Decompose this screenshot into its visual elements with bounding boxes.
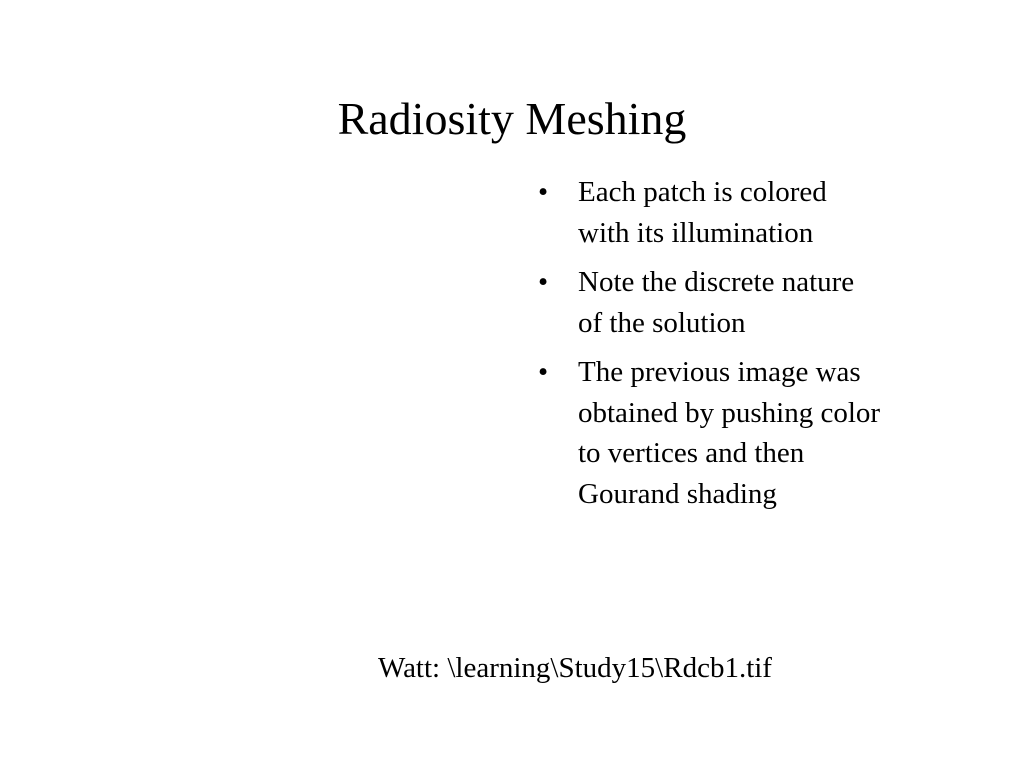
bullet-list — [538, 172, 958, 523]
bullet-line: Note the discrete nature — [578, 266, 855, 298]
bullet-item — [538, 352, 958, 514]
bullet-line: The previous image was — [578, 356, 861, 388]
bullet-item — [538, 172, 958, 253]
bullet-line: to vertices and then — [578, 437, 805, 469]
bullet-line: Each patch is colored — [578, 176, 827, 208]
bullet-dot-icon: • — [538, 176, 549, 208]
bullet-dot-icon: • — [538, 356, 549, 388]
bullet-line: Gourand shading — [578, 477, 777, 510]
image-source-caption: Watt: \learning\Study15\Rdcb1.tif — [378, 652, 772, 684]
bullet-line: with its illumination — [578, 216, 814, 249]
bullet-item — [538, 262, 958, 343]
bullet-dot-icon: • — [538, 266, 549, 298]
bullet-line: of the solution — [578, 306, 746, 339]
bullet-line: obtained by pushing color — [578, 396, 881, 429]
slide-title: Radiosity Meshing — [337, 93, 687, 144]
